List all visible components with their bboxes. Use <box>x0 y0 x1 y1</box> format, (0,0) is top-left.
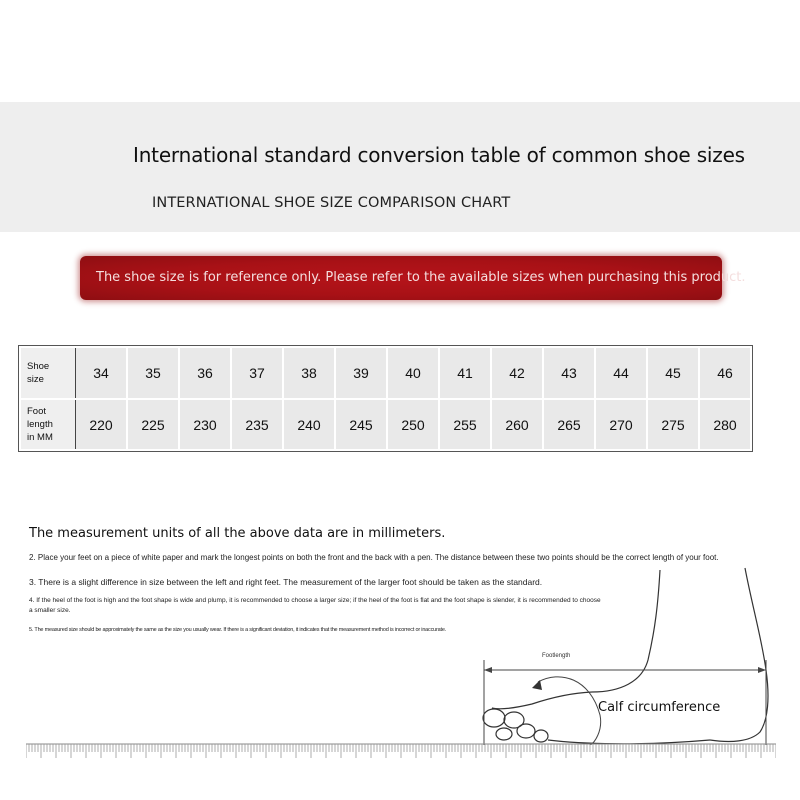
table-cell-size: 40 <box>387 347 439 399</box>
table-cell-size: 46 <box>699 347 751 399</box>
table-cell-length: 220 <box>76 399 128 450</box>
table-cell-length: 265 <box>543 399 595 450</box>
table-cell-size: 39 <box>335 347 387 399</box>
table-cell-length: 240 <box>283 399 335 450</box>
table-cell-size: 37 <box>231 347 283 399</box>
ruler-scale <box>26 742 776 762</box>
table-cell-size: 38 <box>283 347 335 399</box>
table-cell-size: 42 <box>491 347 543 399</box>
row-header-shoe-size <box>20 347 76 399</box>
instruction-step-5: 5. The measured size should be approximately the same as the size you usually wear. If there is a significant deviation, it indicates that the measurement method is incorrect or inaccurate. <box>29 627 447 633</box>
reference-notice-banner: The shoe size is for reference only. Please refer to the available sizes when purchasing this product. <box>80 256 722 300</box>
instruction-step-3: 3. There is a slight difference in size between the left and right feet. The measurement of the larger foot should be taken as the standard. <box>29 577 543 587</box>
table-cell-length: 250 <box>387 399 439 450</box>
page-subtitle: INTERNATIONAL SHOE SIZE COMPARISON CHART <box>152 195 511 211</box>
table-cell-length: 255 <box>439 399 491 450</box>
row-header-line: size <box>27 374 44 385</box>
calf-circumference-label: Calf circumference <box>598 700 721 715</box>
table-cell-size: 44 <box>595 347 647 399</box>
table-cell-size: 36 <box>179 347 231 399</box>
table-cell-size: 34 <box>76 347 128 399</box>
header-band <box>0 102 800 232</box>
table-cell-length: 260 <box>491 399 543 450</box>
table-cell-length: 225 <box>127 399 179 450</box>
foot-length-label: Footlength <box>542 653 571 659</box>
size-conversion-table <box>19 346 752 451</box>
table-cell-length: 270 <box>595 399 647 450</box>
row-header-line: Foot <box>27 406 47 417</box>
units-note: The measurement units of all the above data are in millimeters. <box>29 526 446 541</box>
row-header-line: length <box>27 419 53 430</box>
row-header-line: Shoe <box>27 361 50 372</box>
table-cell-length: 230 <box>179 399 231 450</box>
instruction-step-2: 2. Place your feet on a piece of white paper and mark the longest points on both the front and the back with a pen. The distance between these two points should be the correct length of your foot. <box>29 553 719 562</box>
table-cell-size: 35 <box>127 347 179 399</box>
page-title: International standard conversion table of common shoe sizes <box>133 143 745 167</box>
table-cell-length: 275 <box>647 399 699 450</box>
table-cell-size: 45 <box>647 347 699 399</box>
table-cell-size: 43 <box>543 347 595 399</box>
table-cell-length: 280 <box>699 399 751 450</box>
table-cell-length: 235 <box>231 399 283 450</box>
table-row-shoe-size <box>20 347 751 399</box>
table-cell-length: 245 <box>335 399 387 450</box>
instruction-step-4: 4. If the heel of the foot is high and the foot shape is wide and plump, it is recommended to choose a larger size; if the heel of the foot is flat and the foot shape is slender, it is recommended to choose a smaller size. <box>29 597 601 614</box>
table-row-foot-length <box>20 399 751 450</box>
row-header-foot-length <box>20 399 76 450</box>
table-cell-size: 41 <box>439 347 491 399</box>
foot-outline-icon <box>470 560 780 745</box>
row-header-line: in MM <box>27 432 53 443</box>
